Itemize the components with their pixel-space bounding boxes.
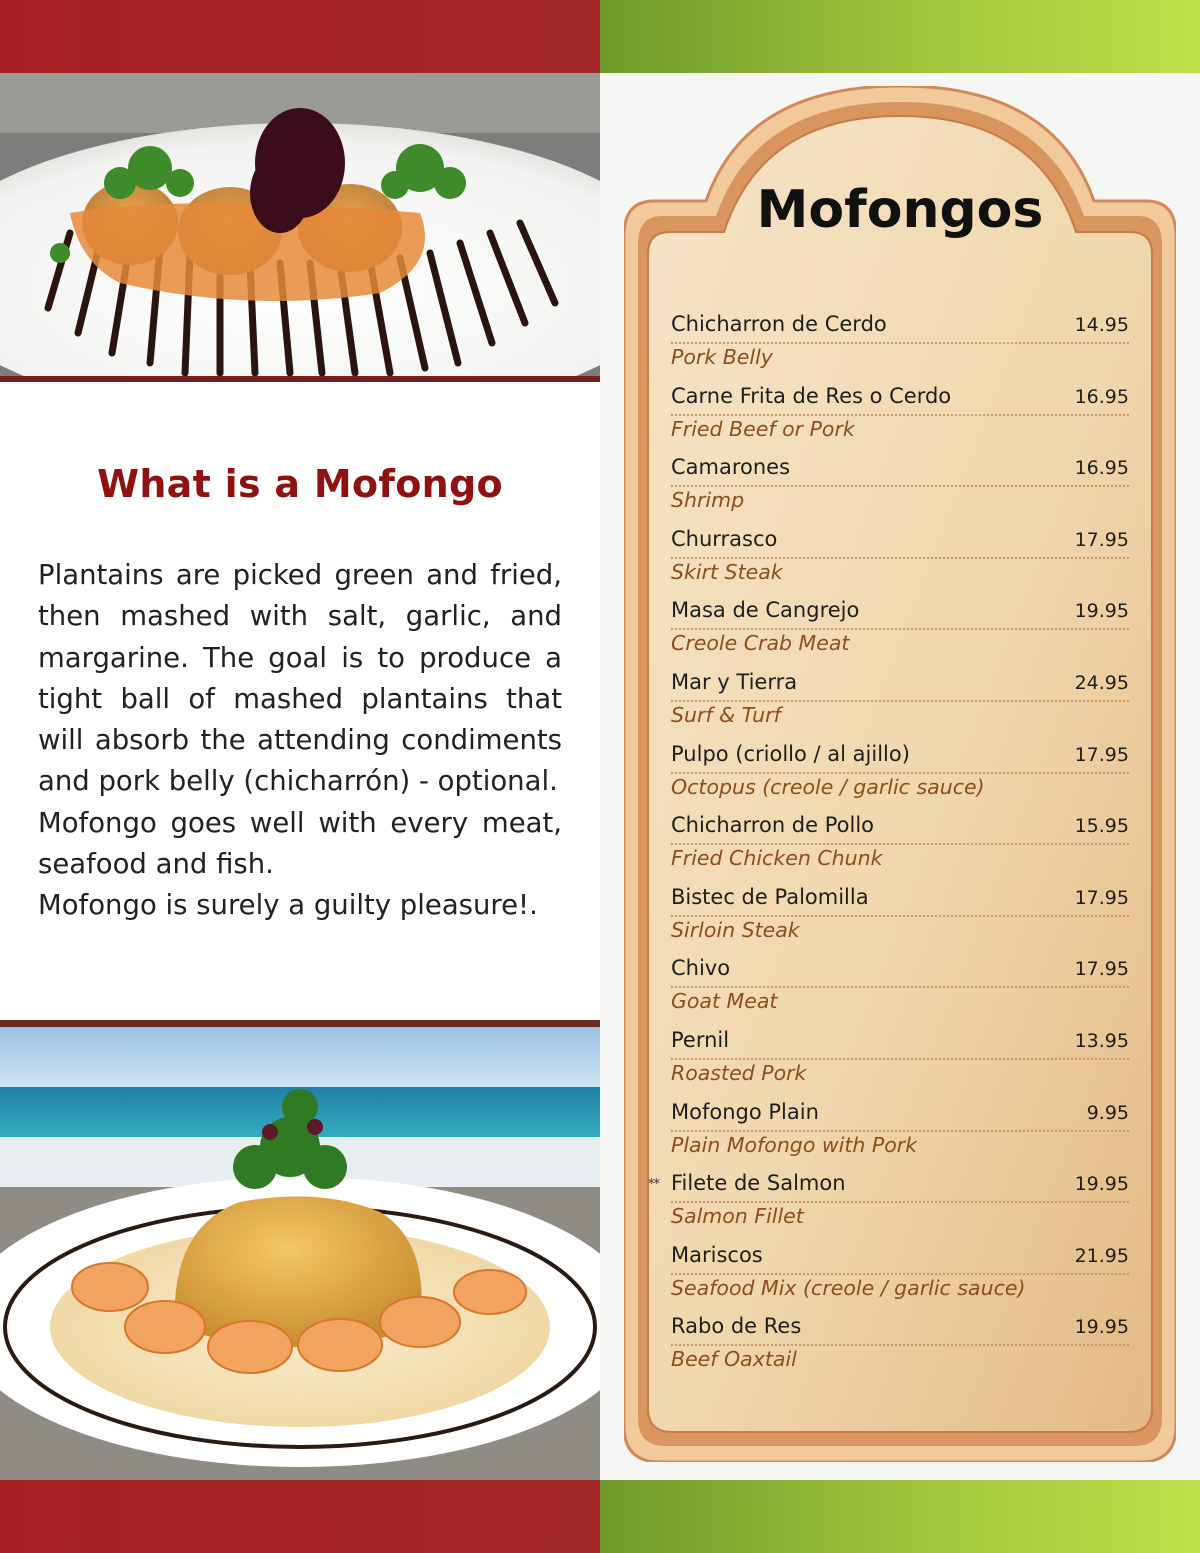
mofongo-description — [38, 555, 562, 927]
item-price: 19.95 — [1074, 1316, 1129, 1339]
menu-item — [671, 885, 1129, 957]
item-description: Beef Oaxtail — [671, 1347, 797, 1372]
item-description: Creole Crab Meat — [671, 631, 850, 656]
photo-divider-bottom — [0, 1020, 600, 1027]
item-name: Masa de Cangrejo — [671, 598, 860, 623]
item-name: Chicharron de Cerdo — [671, 312, 887, 336]
menu-item — [671, 956, 1129, 1028]
dotted-leader — [671, 1130, 1129, 1132]
dotted-leader — [671, 414, 1129, 416]
description-line: and pork belly (chicharrón) - optional. — [38, 765, 558, 798]
item-name: Churrasco — [671, 526, 778, 551]
item-price: 17.95 — [1074, 743, 1129, 766]
item-name: Camarones — [671, 455, 791, 480]
item-name: Bistec de Palomilla — [671, 884, 869, 909]
dotted-leader — [671, 986, 1129, 988]
dotted-leader — [671, 557, 1129, 559]
mofongo-plate-photo — [0, 73, 600, 378]
item-name: Mariscos — [671, 1242, 763, 1267]
item-description: Goat Meat — [671, 989, 778, 1014]
description-line: seafood and fish. — [38, 848, 274, 881]
item-name: Mofongo Plain — [671, 1099, 819, 1124]
item-description: Surf & Turf — [671, 702, 781, 727]
item-price: 14.95 — [1074, 314, 1129, 336]
item-price: 13.95 — [1074, 1029, 1129, 1052]
menu-item — [671, 670, 1129, 742]
description-line: Mofongo goes well with every meat, — [38, 806, 562, 839]
dotted-leader — [671, 1273, 1129, 1275]
item-price: 15.95 — [1074, 815, 1129, 838]
dotted-leader — [671, 772, 1129, 774]
item-description: Fried Beef or Pork — [671, 416, 855, 441]
description-line: Plantains are picked green and fried, — [38, 559, 562, 591]
menu-title: Mofongos — [756, 180, 1044, 240]
item-price: 17.95 — [1074, 958, 1129, 981]
item-description: Pork Belly — [671, 345, 773, 369]
top-red-band — [0, 0, 600, 73]
dotted-leader — [671, 342, 1129, 344]
dotted-leader — [671, 1201, 1129, 1203]
dotted-leader — [671, 628, 1129, 630]
item-name: Filete de Salmon — [671, 1171, 846, 1196]
menu-item — [671, 1243, 1129, 1315]
menu-item — [671, 1028, 1129, 1100]
item-description: Seafood Mix (creole / garlic sauce) — [671, 1275, 1026, 1300]
menu-item — [671, 312, 1129, 384]
item-description: Skirt Steak — [671, 559, 783, 584]
item-name: Mar y Tierra — [671, 669, 798, 694]
item-description: Fried Chicken Chunk — [671, 846, 883, 871]
item-name: Pulpo (criollo / al ajillo) — [671, 741, 910, 766]
item-name: Pernil — [671, 1027, 730, 1052]
item-description: Roasted Pork — [671, 1060, 807, 1085]
item-price: 17.95 — [1074, 528, 1129, 551]
item-price: 16.95 — [1074, 457, 1129, 480]
description-line: then mashed with salt, garlic, and — [38, 600, 562, 633]
top-green-band — [600, 0, 1200, 73]
menu-item — [648, 1171, 1129, 1243]
what-is-mofongo-heading: What is a Mofongo — [97, 462, 503, 506]
menu-item — [671, 742, 1129, 814]
menu-item — [671, 813, 1129, 885]
item-price: 17.95 — [1074, 886, 1129, 909]
photo-divider-top — [0, 376, 600, 382]
item-description: Sirloin Steak — [671, 917, 800, 942]
menu-items-list — [648, 312, 1129, 1386]
item-name: Chivo — [671, 956, 731, 981]
bottom-red-band — [0, 1480, 600, 1553]
item-name: Chicharron de Pollo — [671, 813, 875, 838]
item-description: Salmon Fillet — [671, 1204, 804, 1229]
item-description: Shrimp — [671, 488, 745, 513]
menu-item — [671, 1314, 1129, 1386]
dotted-leader — [671, 700, 1129, 702]
item-price: 19.95 — [1074, 1173, 1129, 1196]
dotted-leader — [671, 915, 1129, 917]
menu-item — [671, 455, 1129, 527]
item-price: 24.95 — [1074, 671, 1129, 694]
description-line: tight ball of mashed plantains that — [38, 682, 562, 715]
description-line: margarine. The goal is to produce a — [38, 641, 562, 674]
description-line: will absorb the attending condiments — [38, 724, 562, 757]
description-line: Mofongo is surely a guilty pleasure!. — [38, 889, 538, 922]
menu-item — [671, 384, 1129, 456]
item-description: Octopus (creole / garlic sauce) — [671, 774, 985, 799]
bottom-green-band — [600, 1480, 1200, 1553]
dotted-leader — [671, 1344, 1129, 1346]
item-name: Rabo de Res — [671, 1314, 802, 1339]
shrimp-mofongo-beach-photo — [0, 1027, 600, 1480]
dotted-leader — [671, 1058, 1129, 1060]
special-marker: ** — [648, 1177, 659, 1193]
item-name: Carne Frita de Res o Cerdo — [671, 383, 952, 408]
menu-item — [671, 598, 1129, 670]
dotted-leader — [671, 485, 1129, 487]
item-price: 19.95 — [1074, 600, 1129, 623]
menu-item — [671, 527, 1129, 599]
item-description: Plain Mofongo with Pork — [671, 1132, 918, 1157]
dotted-leader — [671, 843, 1129, 845]
menu-item — [671, 1100, 1129, 1172]
item-price: 16.95 — [1074, 385, 1129, 408]
item-price: 9.95 — [1086, 1101, 1129, 1124]
item-price: 21.95 — [1074, 1244, 1129, 1267]
